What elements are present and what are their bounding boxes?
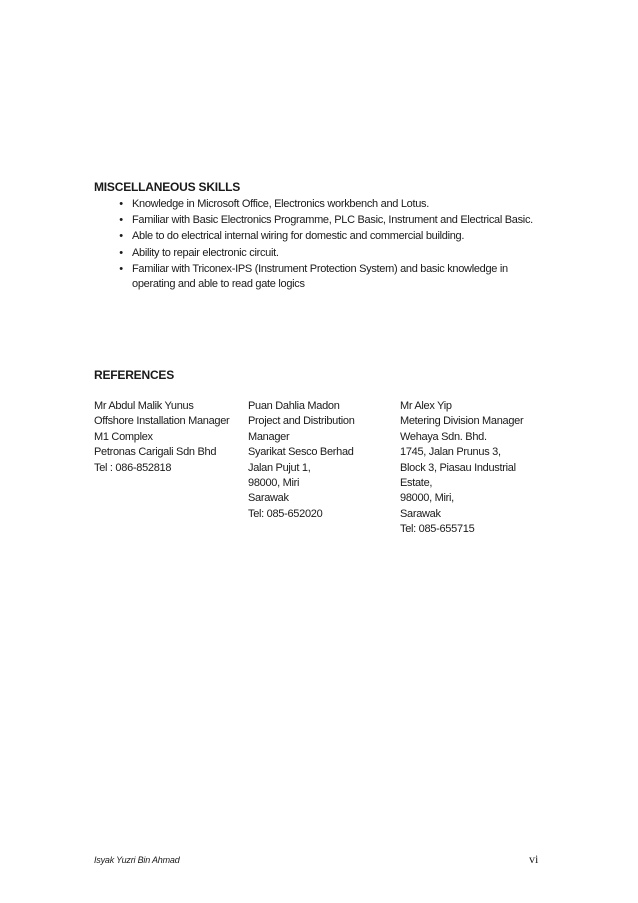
skill-text: Familiar with Basic Electronics Programme, PLC Basic, Instrument and Electrical Basic. xyxy=(132,214,533,227)
misc-skills-heading: MISCELLANEOUS SKILLS xyxy=(94,180,241,194)
bullet-icon: • xyxy=(119,214,123,227)
skill-item xyxy=(94,213,534,229)
reference-line: Wehaya Sdn. Bhd. xyxy=(400,430,487,443)
reference-line: Manager xyxy=(248,430,290,443)
skill-item xyxy=(94,229,534,245)
reference-line: Syarikat Sesco Berhad xyxy=(248,446,354,459)
skill-text: Knowledge in Microsoft Office, Electronics workbench and Lotus. xyxy=(132,198,430,210)
skill-item xyxy=(94,246,534,262)
misc-skills-list xyxy=(94,197,534,294)
reference-2 xyxy=(248,399,355,522)
reference-3 xyxy=(400,399,523,538)
reference-line: 98000, Miri xyxy=(248,477,300,490)
references-heading: REFERENCES xyxy=(94,368,175,382)
footer-author-name: Isyak Yuzri Bin Ahmad xyxy=(94,855,180,865)
reference-line: Project and Distribution xyxy=(248,415,355,428)
reference-name: Puan Dahlia Madon xyxy=(248,400,340,412)
reference-line: 1745, Jalan Prunus 3, xyxy=(400,446,501,459)
reference-line: Block 3, Piasau Industrial xyxy=(400,461,516,474)
reference-line: Petronas Carigali Sdn Bhd xyxy=(94,446,217,459)
reference-name: Mr Abdul Malik Yunus xyxy=(94,400,194,412)
skill-item xyxy=(94,197,534,213)
reference-phone: Tel: 085-652020 xyxy=(248,507,323,520)
reference-phone: Tel : 086-852818 xyxy=(94,461,172,474)
reference-line: Jalan Pujut 1, xyxy=(248,461,311,474)
skill-text: Able to do electrical internal wiring for domestic and commercial building. xyxy=(132,230,465,243)
reference-line: Sarawak xyxy=(400,507,441,520)
reference-1 xyxy=(94,399,229,476)
reference-line: Offshore Installation Manager xyxy=(94,415,230,428)
reference-line: Metering Division Manager xyxy=(400,415,524,428)
reference-line: Sarawak xyxy=(248,492,289,505)
reference-line: 98000, Miri, xyxy=(400,492,454,505)
skill-item xyxy=(94,262,534,293)
bullet-icon: • xyxy=(119,198,123,210)
skill-text: Ability to repair electronic circuit. xyxy=(132,246,279,259)
reference-phone: Tel: 085-655715 xyxy=(400,523,475,536)
bullet-icon: • xyxy=(119,230,123,243)
reference-line: Estate, xyxy=(400,477,433,490)
reference-line: M1 Complex xyxy=(94,430,153,443)
page-number: vi xyxy=(529,852,539,866)
skill-text: Familiar with Triconex-IPS (Instrument Protection System) and basic knowledge in operating and able to read gate logics xyxy=(132,262,508,291)
reference-name: Mr Alex Yip xyxy=(400,400,452,412)
bullet-icon: • xyxy=(119,246,123,259)
bullet-icon: • xyxy=(119,262,123,275)
